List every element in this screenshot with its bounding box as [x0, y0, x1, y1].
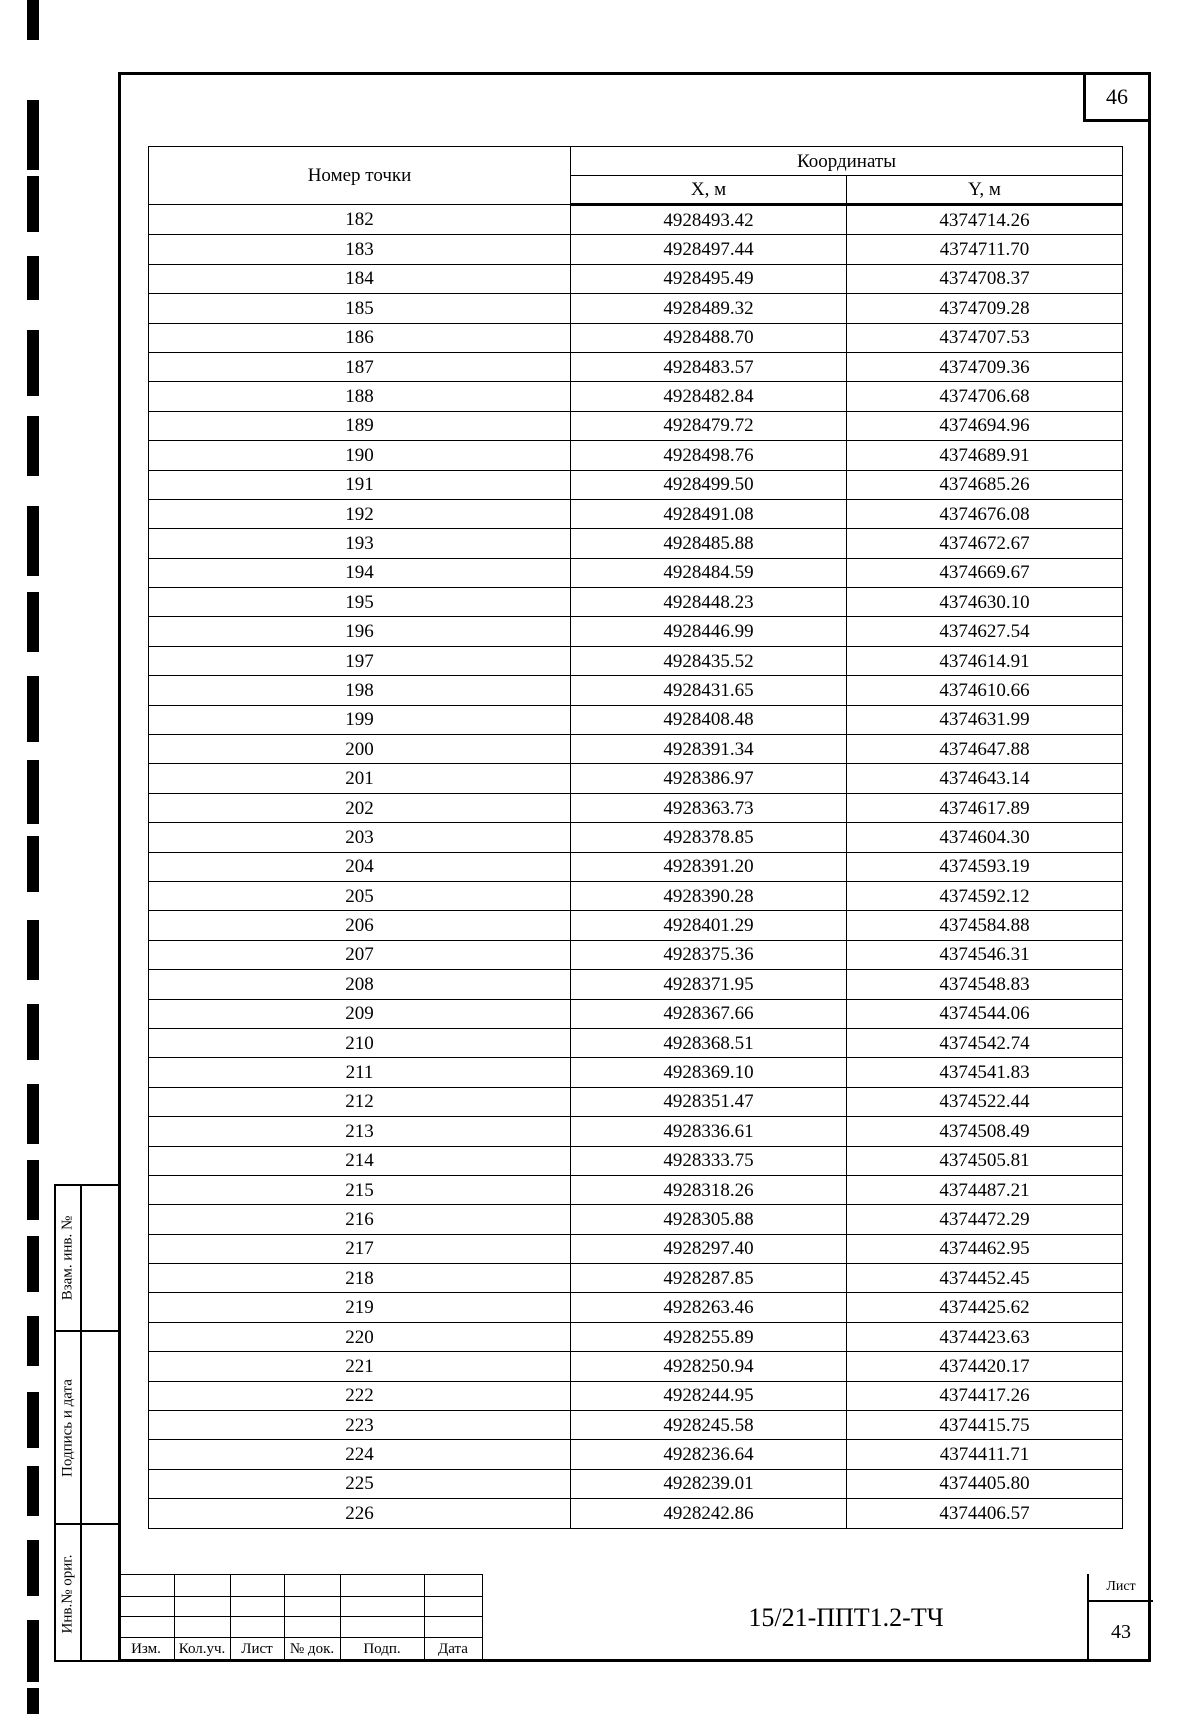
table-row	[149, 1352, 1123, 1381]
x-coordinate-cell: 4928363.73	[571, 793, 847, 822]
x-coordinate-cell: 4928495.49	[571, 264, 847, 293]
label-orig-inv: Инв.№ ориг.	[59, 1554, 76, 1633]
col-label-doc-no: № док.	[289, 1641, 335, 1657]
point-number-cell: 219	[149, 1293, 571, 1322]
binding-mark	[27, 1004, 39, 1060]
binding-mark	[27, 1688, 39, 1714]
y-coordinate-cell: 4374541.83	[847, 1058, 1123, 1087]
col-label-signature: Подп.	[363, 1641, 401, 1657]
col-label-sheet: Лист	[241, 1641, 273, 1657]
point-number-cell: 225	[149, 1469, 571, 1498]
x-coordinate-cell: 4928391.20	[571, 852, 847, 881]
binding-mark	[27, 100, 39, 170]
sheet-box	[1087, 1574, 1153, 1662]
point-number-cell: 203	[149, 823, 571, 852]
table-row	[149, 735, 1123, 764]
table-row	[149, 970, 1123, 999]
point-number-cell: 184	[149, 264, 571, 293]
point-number-cell: 198	[149, 676, 571, 705]
table-row	[149, 352, 1123, 381]
point-number-cell: 215	[149, 1175, 571, 1204]
table-row	[149, 1205, 1123, 1234]
label-replace-inv: Взам. инв. №	[59, 1215, 76, 1301]
x-coordinate-cell: 4928390.28	[571, 881, 847, 910]
y-coordinate-cell: 4374544.06	[847, 999, 1123, 1028]
point-number-cell: 195	[149, 588, 571, 617]
table-row	[149, 705, 1123, 734]
y-coordinate-cell: 4374643.14	[847, 764, 1123, 793]
point-number-cell: 197	[149, 646, 571, 675]
binding-mark	[27, 1236, 39, 1292]
point-number-cell: 204	[149, 852, 571, 881]
y-coordinate-cell: 4374669.67	[847, 558, 1123, 587]
y-coordinate-cell: 4374423.63	[847, 1322, 1123, 1351]
x-coordinate-cell: 4928498.76	[571, 441, 847, 470]
x-coordinate-cell: 4928318.26	[571, 1175, 847, 1204]
table-row	[149, 588, 1123, 617]
point-number-cell: 207	[149, 940, 571, 969]
y-coordinate-cell: 4374472.29	[847, 1205, 1123, 1234]
y-coordinate-cell: 4374672.67	[847, 529, 1123, 558]
point-number-cell: 218	[149, 1264, 571, 1293]
point-number-cell: 199	[149, 705, 571, 734]
y-coordinate-cell: 4374617.89	[847, 793, 1123, 822]
x-coordinate-cell: 4928401.29	[571, 911, 847, 940]
x-coordinate-cell: 4928491.08	[571, 499, 847, 528]
x-coordinate-cell: 4928408.48	[571, 705, 847, 734]
table-row	[149, 911, 1123, 940]
point-number-cell: 216	[149, 1205, 571, 1234]
y-coordinate-cell: 4374417.26	[847, 1381, 1123, 1410]
y-coordinate-cell: 4374415.75	[847, 1411, 1123, 1440]
x-coordinate-cell: 4928244.95	[571, 1381, 847, 1410]
binding-mark	[27, 1620, 39, 1682]
y-coordinate-cell: 4374676.08	[847, 499, 1123, 528]
y-coordinate-cell: 4374604.30	[847, 823, 1123, 852]
side-cell-signature-date	[56, 1332, 118, 1525]
point-number-cell: 208	[149, 970, 571, 999]
point-number-cell: 206	[149, 911, 571, 940]
x-coordinate-cell: 4928489.32	[571, 294, 847, 323]
table-row	[149, 382, 1123, 411]
table-row	[149, 558, 1123, 587]
header-y: Y, м	[847, 176, 1123, 205]
point-number-cell: 209	[149, 999, 571, 1028]
table-row	[149, 1322, 1123, 1351]
binding-mark	[27, 920, 39, 980]
binding-mark	[27, 1316, 39, 1366]
table-row	[149, 1175, 1123, 1204]
point-number-cell: 221	[149, 1352, 571, 1381]
x-coordinate-cell: 4928431.65	[571, 676, 847, 705]
binding-mark	[27, 1160, 39, 1220]
x-coordinate-cell: 4928263.46	[571, 1293, 847, 1322]
binding-mark	[27, 506, 39, 576]
table-row	[149, 881, 1123, 910]
y-coordinate-cell: 4374631.99	[847, 705, 1123, 734]
point-number-cell: 190	[149, 441, 571, 470]
x-coordinate-cell: 4928499.50	[571, 470, 847, 499]
y-coordinate-cell: 4374707.53	[847, 323, 1123, 352]
point-number-cell: 202	[149, 793, 571, 822]
table-row	[149, 1264, 1123, 1293]
table-row	[149, 617, 1123, 646]
y-coordinate-cell: 4374420.17	[847, 1352, 1123, 1381]
point-number-cell: 196	[149, 617, 571, 646]
y-coordinate-cell: 4374709.36	[847, 352, 1123, 381]
table-row	[149, 1469, 1123, 1498]
y-coordinate-cell: 4374593.19	[847, 852, 1123, 881]
table-row	[149, 999, 1123, 1028]
x-coordinate-cell: 4928493.42	[571, 205, 847, 235]
document-code: 15/21-ППТ1.2-ТЧ	[748, 1603, 944, 1632]
y-coordinate-cell: 4374689.91	[847, 441, 1123, 470]
point-number-cell: 222	[149, 1381, 571, 1410]
x-coordinate-cell: 4928245.58	[571, 1411, 847, 1440]
table-row	[149, 1058, 1123, 1087]
y-coordinate-cell: 4374406.57	[847, 1499, 1123, 1528]
y-coordinate-cell: 4374685.26	[847, 470, 1123, 499]
point-number-cell: 191	[149, 470, 571, 499]
x-coordinate-cell: 4928448.23	[571, 588, 847, 617]
y-coordinate-cell: 4374405.80	[847, 1469, 1123, 1498]
point-number-cell: 226	[149, 1499, 571, 1528]
col-label-qty: Кол.уч.	[178, 1641, 226, 1657]
y-coordinate-cell: 4374709.28	[847, 294, 1123, 323]
table-row	[149, 235, 1123, 264]
x-coordinate-cell: 4928446.99	[571, 617, 847, 646]
point-number-cell: 185	[149, 294, 571, 323]
x-coordinate-cell: 4928369.10	[571, 1058, 847, 1087]
side-cell-replace-inv	[56, 1186, 118, 1332]
binding-mark	[27, 1084, 39, 1144]
point-number-cell: 214	[149, 1146, 571, 1175]
y-coordinate-cell: 4374694.96	[847, 411, 1123, 440]
x-coordinate-cell: 4928483.57	[571, 352, 847, 381]
y-coordinate-cell: 4374505.81	[847, 1146, 1123, 1175]
table-row	[149, 1087, 1123, 1116]
y-coordinate-cell: 4374614.91	[847, 646, 1123, 675]
point-number-cell: 224	[149, 1440, 571, 1469]
x-coordinate-cell: 4928479.72	[571, 411, 847, 440]
table-row	[149, 1381, 1123, 1410]
binding-mark	[27, 1540, 39, 1596]
table-row	[149, 1028, 1123, 1057]
binding-mark	[27, 1392, 39, 1448]
x-coordinate-cell: 4928336.61	[571, 1117, 847, 1146]
table-row	[149, 323, 1123, 352]
x-coordinate-cell: 4928378.85	[571, 823, 847, 852]
point-number-cell: 187	[149, 352, 571, 381]
table-row	[149, 294, 1123, 323]
table-row	[149, 764, 1123, 793]
point-number-cell: 210	[149, 1028, 571, 1057]
y-coordinate-cell: 4374627.54	[847, 617, 1123, 646]
point-number-cell: 200	[149, 735, 571, 764]
point-number-cell: 183	[149, 235, 571, 264]
table-row	[149, 205, 1123, 235]
point-number-cell: 220	[149, 1322, 571, 1351]
table-row	[149, 646, 1123, 675]
table-row	[149, 441, 1123, 470]
y-coordinate-cell: 4374548.83	[847, 970, 1123, 999]
binding-mark	[27, 676, 39, 742]
binding-mark	[27, 0, 39, 40]
point-number-cell: 201	[149, 764, 571, 793]
point-number-cell: 217	[149, 1234, 571, 1263]
header-coordinates: Координаты	[571, 147, 1123, 176]
y-coordinate-cell: 4374630.10	[847, 588, 1123, 617]
binding-mark	[27, 1466, 39, 1516]
binding-mark	[27, 836, 39, 892]
table-row	[149, 940, 1123, 969]
table-row	[149, 1234, 1123, 1263]
x-coordinate-cell: 4928488.70	[571, 323, 847, 352]
point-number-cell: 213	[149, 1117, 571, 1146]
x-coordinate-cell: 4928255.89	[571, 1322, 847, 1351]
y-coordinate-cell: 4374714.26	[847, 205, 1123, 235]
x-coordinate-cell: 4928368.51	[571, 1028, 847, 1057]
point-number-cell: 192	[149, 499, 571, 528]
table-row	[149, 823, 1123, 852]
table-row	[149, 529, 1123, 558]
page-number: 46	[1083, 72, 1151, 122]
y-coordinate-cell: 4374708.37	[847, 264, 1123, 293]
x-coordinate-cell: 4928497.44	[571, 235, 847, 264]
sheet-label: Лист	[1089, 1574, 1153, 1602]
table-row	[149, 499, 1123, 528]
point-number-cell: 186	[149, 323, 571, 352]
table-row	[149, 852, 1123, 881]
y-coordinate-cell: 4374487.21	[847, 1175, 1123, 1204]
point-number-cell: 188	[149, 382, 571, 411]
x-coordinate-cell: 4928485.88	[571, 529, 847, 558]
y-coordinate-cell: 4374610.66	[847, 676, 1123, 705]
y-coordinate-cell: 4374508.49	[847, 1117, 1123, 1146]
y-coordinate-cell: 4374711.70	[847, 235, 1123, 264]
table-row	[149, 470, 1123, 499]
y-coordinate-cell: 4374411.71	[847, 1440, 1123, 1469]
table-row	[149, 264, 1123, 293]
point-number-cell: 223	[149, 1411, 571, 1440]
header-point-number: Номер точки	[149, 147, 571, 205]
x-coordinate-cell: 4928484.59	[571, 558, 847, 587]
x-coordinate-cell: 4928367.66	[571, 999, 847, 1028]
x-coordinate-cell: 4928482.84	[571, 382, 847, 411]
y-coordinate-cell: 4374706.68	[847, 382, 1123, 411]
point-number-cell: 205	[149, 881, 571, 910]
binding-mark	[27, 256, 39, 300]
point-number-cell: 194	[149, 558, 571, 587]
col-label-date: Дата	[438, 1641, 468, 1657]
y-coordinate-cell: 4374462.95	[847, 1234, 1123, 1263]
y-coordinate-cell: 4374592.12	[847, 881, 1123, 910]
table-row	[149, 411, 1123, 440]
y-coordinate-cell: 4374546.31	[847, 940, 1123, 969]
x-coordinate-cell: 4928351.47	[571, 1087, 847, 1116]
binding-mark	[27, 760, 39, 824]
point-number-cell: 212	[149, 1087, 571, 1116]
revision-grid	[118, 1574, 482, 1662]
x-coordinate-cell: 4928305.88	[571, 1205, 847, 1234]
y-coordinate-cell: 4374522.44	[847, 1087, 1123, 1116]
side-stamp	[54, 1184, 118, 1662]
point-number-cell: 182	[149, 205, 571, 235]
binding-mark	[27, 416, 39, 476]
table-row	[149, 1117, 1123, 1146]
y-coordinate-cell: 4374647.88	[847, 735, 1123, 764]
binding-mark	[27, 592, 39, 652]
table-row	[149, 793, 1123, 822]
table-row	[149, 1499, 1123, 1528]
y-coordinate-cell: 4374584.88	[847, 911, 1123, 940]
y-coordinate-cell: 4374452.45	[847, 1264, 1123, 1293]
point-number-cell: 189	[149, 411, 571, 440]
x-coordinate-cell: 4928239.01	[571, 1469, 847, 1498]
x-coordinate-cell: 4928287.85	[571, 1264, 847, 1293]
point-number-cell: 211	[149, 1058, 571, 1087]
title-block	[118, 1574, 1151, 1662]
x-coordinate-cell: 4928386.97	[571, 764, 847, 793]
table-row	[149, 676, 1123, 705]
x-coordinate-cell: 4928333.75	[571, 1146, 847, 1175]
x-coordinate-cell: 4928242.86	[571, 1499, 847, 1528]
y-coordinate-cell: 4374542.74	[847, 1028, 1123, 1057]
x-coordinate-cell: 4928375.36	[571, 940, 847, 969]
x-coordinate-cell: 4928236.64	[571, 1440, 847, 1469]
y-coordinate-cell: 4374425.62	[847, 1293, 1123, 1322]
binding-mark	[27, 176, 39, 232]
table-row	[149, 1293, 1123, 1322]
sheet-number: 43	[1111, 1620, 1131, 1643]
side-cell-orig-inv	[56, 1525, 118, 1662]
table-row	[149, 1440, 1123, 1469]
x-coordinate-cell: 4928435.52	[571, 646, 847, 675]
table-row	[149, 1411, 1123, 1440]
x-coordinate-cell: 4928250.94	[571, 1352, 847, 1381]
coordinates-table	[148, 146, 1123, 1529]
binding-mark	[27, 330, 39, 396]
x-coordinate-cell: 4928371.95	[571, 970, 847, 999]
x-coordinate-cell: 4928391.34	[571, 735, 847, 764]
col-label-change: Изм.	[131, 1641, 161, 1657]
table-row	[149, 1146, 1123, 1175]
point-number-cell: 193	[149, 529, 571, 558]
header-x: X, м	[571, 176, 847, 205]
x-coordinate-cell: 4928297.40	[571, 1234, 847, 1263]
label-signature-date: Подпись и дата	[59, 1378, 76, 1477]
